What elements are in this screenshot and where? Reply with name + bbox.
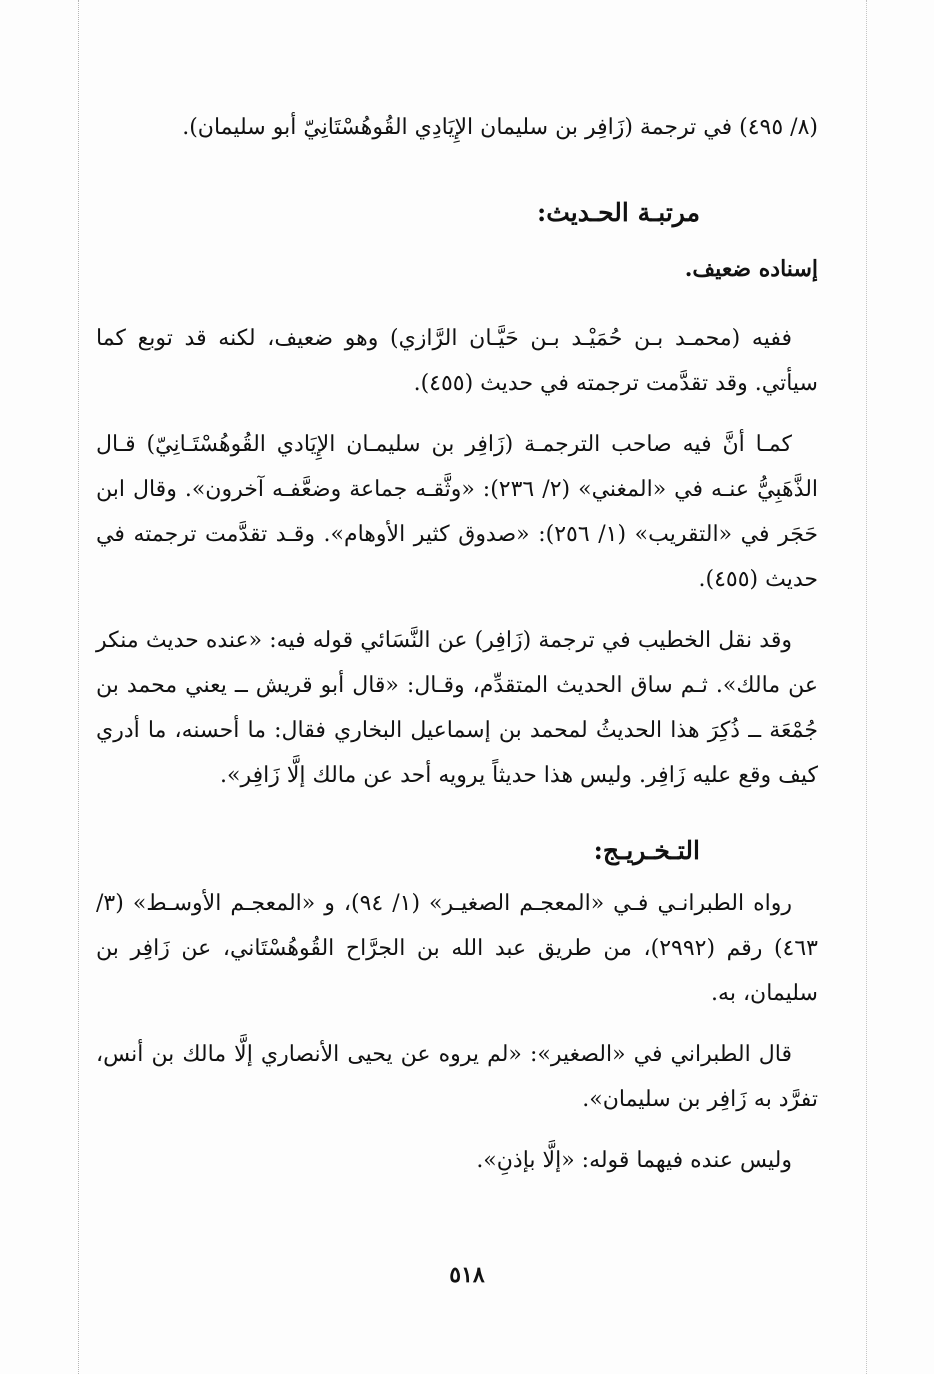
paragraph-khatib-quote: وقد نقل الخطيب في ترجمة (زَافِر) عن النَّسَائي قوله فيه: «عنده حديث منكر عن مالك». ثـم ساق الحديث المتقدِّم، وقـال: «قال أبو قريش ــ يعني محمد بن جُمْعَة ــ ذُكِرَ هذا الحديثُ لمحمد بن إسماعيل البخاري فقال: ما أحسنه، ما أدري كيف وقع عليه زَافِر. وليس هذا حديثاً يرويه أحد عن مالك إلَّا زَافِر». — [96, 628, 818, 788]
page-number: ٥١٨ — [449, 1262, 485, 1288]
narrator-reference: (٨/ ٤٩٥) في ترجمة (زَافِر بن سليمان الإِيَادِي القُوهُسْتَانِيّ أبو سليمان). — [182, 115, 818, 140]
isnad-verdict: إسناده ضعيف. — [684, 256, 818, 282]
scan-edge-right — [866, 0, 867, 1374]
paragraph-biography: كمـا أنَّ فيه صاحب الترجمـة (زَافِر بن سليمـان الإِيَادي القُوهُسْتَـانِيّ) قـال الذَّهَبِيُّ عنـه في «المغني» (٢/ ٢٣٦): «وثَّقـه جماعة وضعَّفـه آخرون». وقال ابن حَجَر في «التقريب» (١/ ٢٥٦): «صدوق كثير الأوهام». وقـد تقدَّمت ترجمته في حديث (٤٥٥). — [96, 432, 819, 592]
paragraph-tabarani-comment: قال الطبراني في «الصغير»: «لم يروه عن يحيى الأنصاري إلَّا مالك بن أنس، تفرَّد به زَافِر بن سليمان». — [96, 1042, 818, 1112]
paragraph-tabarani-sources: رواه الطبرانـي فـي «المعجـم الصغيـر» (١/ ٩٤)، و «المعجـم الأوسـط» (٣/ ٤٦٣) رقم (٢٩٩٢)، من طريق عبد الله بن الجرَّاح القُوهُسْتَاني، عن زَافِر بن سليمان، به. — [96, 891, 818, 1006]
paragraph-closing-note: وليس عنده فيهما قوله: «إلَّا بإذنِ». — [476, 1148, 792, 1173]
page-content — [96, 105, 818, 1199]
section-heading-hadith-grade: مرتبـة الحـديث: — [536, 198, 700, 227]
section-heading-takhrij: التـخـريـج: — [593, 836, 700, 865]
paragraph-weak-narrator: ففيه (محمـد بـن حُمَيْـد بـن حَيَّـان الرَّازي) وهو ضعيف، لكنه قد توبع كما سيأتي. وقد تقدَّمت ترجمته في حديث (٤٥٥). — [96, 326, 818, 396]
scan-edge-left — [78, 0, 79, 1374]
